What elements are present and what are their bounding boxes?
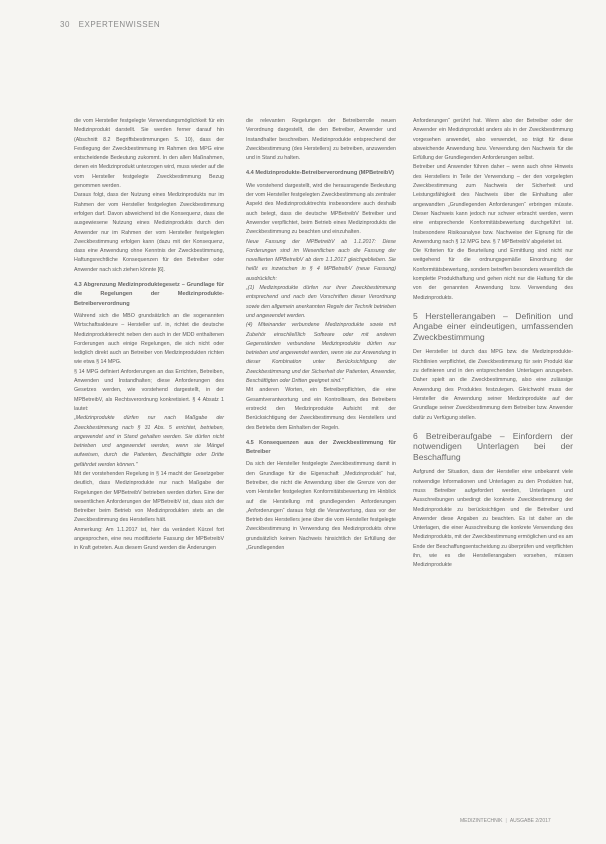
page-header [60, 20, 160, 29]
quote: „(1) Medizinprodukte dürfen nur ihrer Zweckbestimmung entsprechend und nach den Vorschriften dieser Verordnung sowie den allgemein anerkannten Regeln der Technik betrieben und angewendet werden. [246, 285, 396, 319]
section-heading-4-4: 4.4 Medizinprodukte-Betreiberverordnung (MPBetreibV) [246, 170, 394, 177]
paragraph: Wie vorstehend dargestellt, wird die herausragende Bedeutung der vom Hersteller festgelegten Zweckbestimmung als zentraler Aspekt des Medizinproduktrechts insbesondere auch deshalb auch belegt, dass die deutsche MPBetreibV Betreiber und Anwender verpflichtet, beim Betrieb eines Medizinprodukts die Zweckbestimmung zu beachten und einzuhalten. [246, 182, 396, 236]
paragraph: Die Kriterien für die Beurteilung und Ermittlung sind nicht nur weitgehend für die ordnungsgemäße Einordnung der Konformitätsbewertung, sondern betreffen besonders wesentlich die komplette Produkthaftung und gehen nicht nur die Haftung für die von der genannten Anwendung bzw. Verwendung des Medizinprodukts. [413, 248, 573, 301]
paragraph: Neue Fassung der MPBetreibV ab 1.1.2017: Diese Forderungen sind im Wesentlichen auch die Fassung der novellierten MPBetreibV ab dem 1.1.2017 gleichgeblieben. Sie heißt es inzwischen in § 4 MPBetreibV (neue Fassung) ausdrücklich: [246, 238, 396, 282]
paragraph: § 14 MPG definiert Anforderungen an das Errichten, Betreiben, Anwenden und Instandhalten; diese Anforderungen des Gesetzes werden, wie vorstehend dargestellt, in der MPBetreibV, als Rechtsverordnung konkretisiert. § 4 Absatz 1 lautet: [74, 368, 224, 412]
note-paragraph: Anmerkung: Am 1.1.2017 ist, hier da verändert Kürzel fort angesprochen, eine neu modifizierte Fassung der MPBetreibV in Kraft getreten. Aus diesem Grund werden die Änderungen [74, 526, 224, 552]
section-heading-4-5: 4.5 Konsequenzen aus der Zweckbestimmung für Betreiber [246, 439, 396, 456]
paragraph: Während sich die MBO grundsätzlich an die sogenannten Wirtschaftsakteure – Hersteller usf. in, richtet die deutsche Medizinprodukterecht neben den auch in der MDD enthaltenen Forderungen auch einige Regelungen, die sich nicht oder lediglich direkt auch an Betreiber von Medizinprodukten richten wie etwa § 14 MPG. [74, 312, 224, 366]
journal-name: MEDIZINTECHNIK [460, 818, 503, 824]
paragraph: Der Hersteller ist durch das MPG bzw. die Medizinprodukte-Richtlinien verpflichtet, die Zweckbestimmung für sein Produkt klar zu definieren und in den entsprechenden Unterlagen anzugeben. Daher spielt an die Zweckbestimmung, also eine zulässige Anwendung des Produktes festzulegen. Gleichwohl muss der Hersteller die Anwendung seiner Medizinprodukte auf der Grundlage seiner Zweckbestimmung dem Betreiber bzw. Anwender dafür zu Verfügung stellen. [413, 349, 573, 421]
page-number: 30 [60, 20, 70, 29]
paragraph: die vom Hersteller festgelegte Verwendungsmöglichkeit für ein Medizinprodukt darstellt. Sie werden ferner darauf hin (Abschnitt 8.2 Begriffsbestimmungen S. 10), dass der Festlegung der Zweckbestimmung im Rahmen des MPG eine entscheidende Bedeutung zukommt. In den allen Maßnahmen, denen ein Medizinprodukt unterzogen wird, muss wieder auf die vom Hersteller festgelegte Zweckbestimmung Bezug genommen werden. [74, 118, 224, 190]
text-column-2 [246, 117, 396, 553]
paragraph: die relevanten Regelungen der Betreiberrolle neuen Verordnung dargestellt, die den Betreiber, Anwender und Instandhalter beschreiben. Medizinprodukte entsprechend der Zweckbestimmung (des Herstellers) zu betreiben, anzuwenden und in Stand zu halten. [246, 118, 396, 162]
paragraph: Da sich der Hersteller festgelegte Zweckbestimmung damit in den Grundlage für die Eigenschaft „Medizinprodukt“ hat, Betreiber, die nicht die Anwendung über die Grenze von der vom Hersteller festgelegten Konformitätsbewertung im Hinblick auf die Herstellung mit grundlegenden Anforderungen „Anforderungen“ daraus folgt die Verantwortung, dass vor der Betrieb des Herstellers jene über die vom Hersteller festgelegte Zweckbestimmung in Verwendung des Medizinprodukts ohne grundsätzlich keinen Nachweis hinsichtlich der Erfüllung der „Grundlegenden [246, 461, 396, 552]
quote: „Medizinprodukte dürfen nur nach Maßgabe der Zweckbestimmung nach § 31 Abs. 5 errichtet, betrieben, angewendet und in Stand gehalten werden. Sie dürfen nicht betrieben und angewendet werden, wenn sie Mängel aufweisen, durch die Patienten, Beschäftigte oder Dritte gefährdet werden können." [74, 415, 224, 468]
paragraph: Aufgrund der Situation, dass der Hersteller eine unbekannt viele notwendige Informationen und Unterlagen zu den Produkten hat, muss Betreiber aufgefordert werden, Unterlagen und Ausschreibungen unbedingt die konkrete Zweckbestimmung der Medizinprodukte zu berücksichtigen und die Betreiber und Anwender diese Angaben zu beachten. Es ist daher an die Unterlagen, die einer Ausschreibung die konkrete Verwendung des Medizinprodukts, mit der Zweckbestimmung ermöglichen und es am Ende der Beschaffungsentscheidung zu überprüfen und verpflichten ihn, wie es die Herstellerangaben vorsehen, müssen Medizinprodukte [413, 469, 573, 569]
paragraph: Mit anderen Worten, ein Betreiberpflichten, die eine Gesamtverantwortung und ein Kontrollteam, des Betreibers erstreckt den Medizinprodukte Aufsicht mit der Berücksichtigung der Zweckbestimmung des Herstellers und des Betriebs dem Einhalten der Regeln. [246, 387, 396, 431]
section-heading-6: 6 Betreiberaufgabe – Einfordern der notwendigen Unterlagen bei der Beschaffung [413, 430, 573, 462]
section-heading-4-3: 4.3 Abgrenzung Medizinproduktegesetz – Grundlage für die Regelungen der Medizinprodukte-Betreiberverordnung [74, 282, 224, 307]
text-column-3 [413, 117, 573, 571]
section-heading-5: 5 Herstellerangaben – Definition und Angabe einer eindeutigen, umfassenden Zweckbestimmung [413, 310, 573, 342]
section-title: EXPERTENWISSEN [78, 20, 161, 29]
text-column-1 [74, 117, 224, 554]
paragraph: Betreiber und Anwender führen daher – wenn auch ohne Hinweis des Herstellers in Teile der Verwendung – der den vorgelegten Zweckbestimmung zum Nachweis der Sicherheit und Leistungsfähigkeit des Nachweis über die Einhaltung aller angewandten „Grundlegenden Anforderungen“ erbringen müsste. Dieser Nachweis kann jedoch nur schwer erbracht werden, wenn eine entsprechende Konformitätsbewertung durchgeführt ist. Insbesondere Risikoanalyse bzw. Nachweise der Eignung für die Anwendung nach § 12 MPG bzw. § 7 MPBetreibV abgeleitet ist. [413, 164, 573, 245]
paragraph: Daraus folgt, dass der Nutzung eines Medizinprodukts nur im Rahmen der vom Hersteller festgelegten Zweckbestimmung erfolgen darf. Davon abweichend ist die Konsequenz, dass die ausgewiesene Nutzung eines Medizinprodukts durch den Anwender nur im Rahmen der vom Hersteller festgelegten Zweckbestimmung erfolgen kann (dazu mit der Konsequenz, dass eine Anwendung ohne Kenntnis der Zweckbestimmung, Haftungsrechtliche Konsequenzen für den Betreiber oder Anwender nach sich ziehen könnte [6]. [74, 192, 224, 273]
page-footer [460, 818, 551, 824]
issue-label: AUSGABE 2/2017 [509, 818, 551, 824]
paragraph: Anforderungen“ gerührt hat. Wenn also der Betreiber oder der Anwender ein Medizinprodukt anders als in der Zweckbestimmung vorgesehen anwendet, also verwendet, so trägt für diese abweichende Anwendung bzw. Verwendung den Nachweis für die Erfüllung der Grundlegenden Anforderungen selbst. [413, 118, 573, 162]
quote: (4) Miteinander verbundene Medizinprodukte sowie mit Zubehör einschließlich Software oder mit anderen Gegenständen verbundene Medizinprodukte dürfen nur betrieben und angewendet werden, wenn sie zur Anwendung in dieser Kombination unter Berücksichtigung der Zweckbestimmung und der Sicherheit der Patienten, Anwender, Beschäftigten oder Dritten geeignet sind." [246, 322, 396, 385]
footer-separator: | [505, 818, 507, 824]
paragraph: Mit der vorstehenden Regelung in § 14 macht der Gesetzgeber deutlich, dass Medizinprodukte nur nach Maßgabe der Regelungen der MPBetreibV betrieben werden dürfen. Eine der wesentlichen Anforderungen der MPBetreibV ist, dass sich der Betreiber beim Betrieb von Medizinprodukten stets an die Zweckbestimmung des Herstellers hält. [74, 470, 224, 524]
